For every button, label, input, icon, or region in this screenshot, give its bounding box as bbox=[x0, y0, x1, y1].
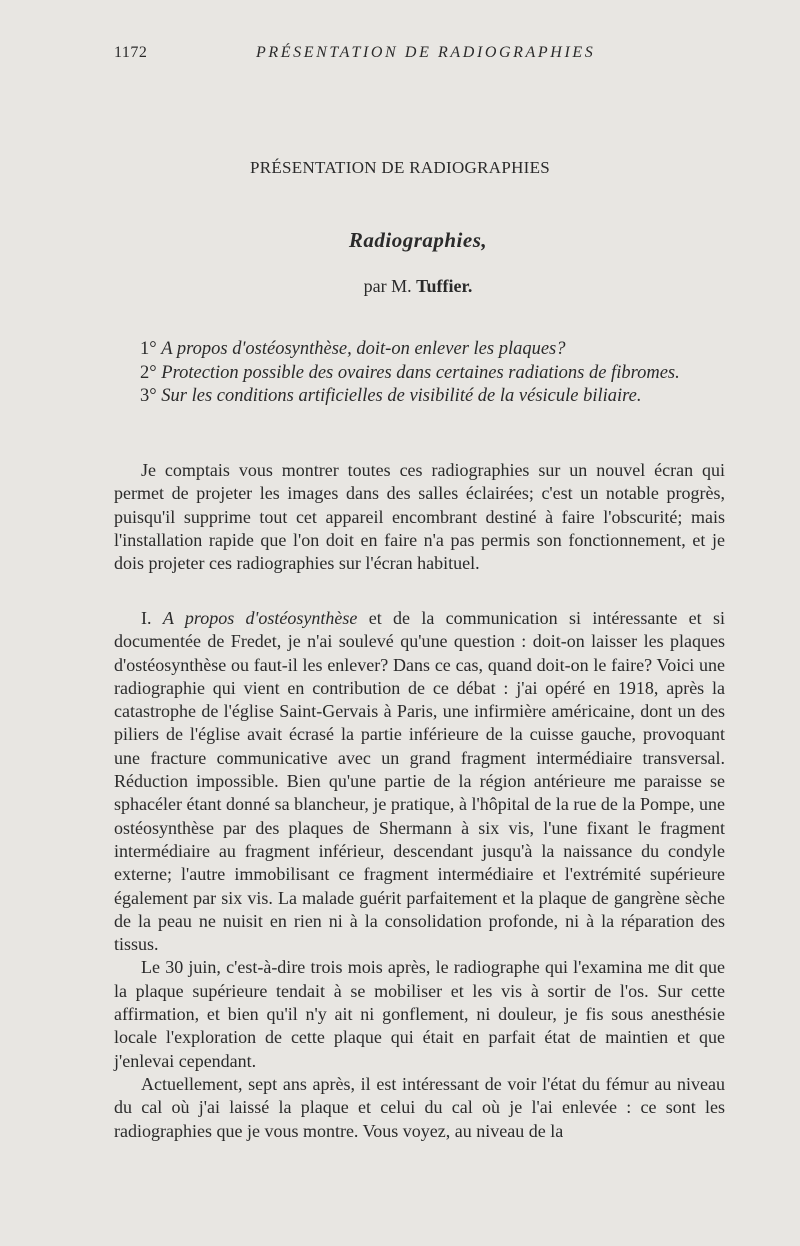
section-heading-italic: A propos d'ostéosynthèse bbox=[162, 608, 358, 628]
section-number: I. bbox=[141, 608, 152, 628]
section-title: PRÉSENTATION DE RADIOGRAPHIES bbox=[249, 158, 551, 177]
section-lead-text: et de la communication si intéressante et si documentée de Fredet, je n'ai soulevé qu'une question : doit-on laisser les plaques d'ostéosynthèse ou faut-il les enlever? Dans ce cas, quand doit-on le faire? Voici une radiographie qui vient en contribution de ce débat : j'ai opéré en 1918, après la catastrophe de l'église Saint-Gervais à Paris, une infirmière américaine, dont un des piliers de l'église avait écrasé la partie inférieure de la cuisse gauche, provoquant une fracture communicative avec un grand fragment intermédiaire transversal. Réduction impossible. Bien qu'une partie de la région antérieure me paraisse se sphacéler étant donné sa blancheur, je pratique, à l'hôpital de la rue de la Pompe, une ostéosynthèse par des plaques de Shermann à six vis, l'une fixant le fragment intermédiaire au fragment inférieur, descendant jusqu'à la naissance du condyle externe; l'autre immobilisant ce fragment intermédiaire et l'extrémité supérieure également par six vis. La malade guérit parfaitement et la plaque de gangrène sèche de la peau ne nuisit en rien ni à la consolidation profonde, ni à la réparation des tissus. bbox=[114, 608, 725, 955]
intro-paragraph: Je comptais vous montrer toutes ces radiographies sur un nouvel écran qui permet de projeter les images dans des salles éclairées; c'est un notable progrès, puisqu'il supprime tout cet appareil encombrant destiné à faire l'obscurité; mais l'installation rapide que l'on doit en faire n'a pas permis son fonctionnement, et je dois projeter ces radiographies sur l'écran habituel. bbox=[114, 460, 725, 574]
running-title: PRÉSENTATION DE RADIOGRAPHIES bbox=[256, 44, 596, 61]
section-one-paragraph-3: Actuellement, sept ans après, il est intéressant de voir l'état du fémur au niveau du cal où j'ai laissé la plaque et celui du cal où je l'ai enlevée : ce sont les radiographies que je vous montre. Vous voyez, au niveau de la bbox=[114, 1073, 725, 1141]
section-one-paragraph-1 bbox=[114, 607, 725, 956]
author-name: Tuffier. bbox=[416, 276, 473, 296]
topic-text: Protection possible des ovaires dans certaines radiations de fibromes. bbox=[161, 362, 680, 383]
intro-paragraph-block bbox=[114, 459, 725, 575]
topic-number: 3° bbox=[140, 386, 157, 406]
byline-prefix: par M. bbox=[363, 276, 412, 296]
topic-text: Sur les conditions artificielles de visibilité de la vésicule biliaire. bbox=[161, 386, 642, 406]
page-number: 1172 bbox=[114, 44, 148, 61]
topic-list bbox=[140, 338, 740, 409]
topic-item bbox=[140, 385, 740, 409]
section-one bbox=[114, 607, 725, 1143]
topic-item bbox=[140, 362, 740, 386]
topic-number: 1° bbox=[140, 339, 157, 359]
running-head bbox=[114, 44, 734, 68]
topic-item bbox=[140, 338, 740, 362]
article-title: Radiographies, bbox=[348, 228, 488, 252]
byline bbox=[0, 276, 800, 297]
topic-text: A propos d'ostéosynthèse, doit-on enlever les plaques? bbox=[161, 339, 566, 359]
topic-number: 2° bbox=[140, 362, 157, 383]
section-one-paragraph-2: Le 30 juin, c'est-à-dire trois mois après, le radiographe qui l'examina me dit que la plaque supérieure tendait à se mobiliser et les vis à sortir de l'os. Sur cette affirmation, et bien qu'il n'y ait ni gonflement, ni douleur, je fis sous anesthésie locale l'exploration de cette plaque qui était en parfait état de maintien et que j'enlevai cependant. bbox=[114, 957, 725, 1071]
